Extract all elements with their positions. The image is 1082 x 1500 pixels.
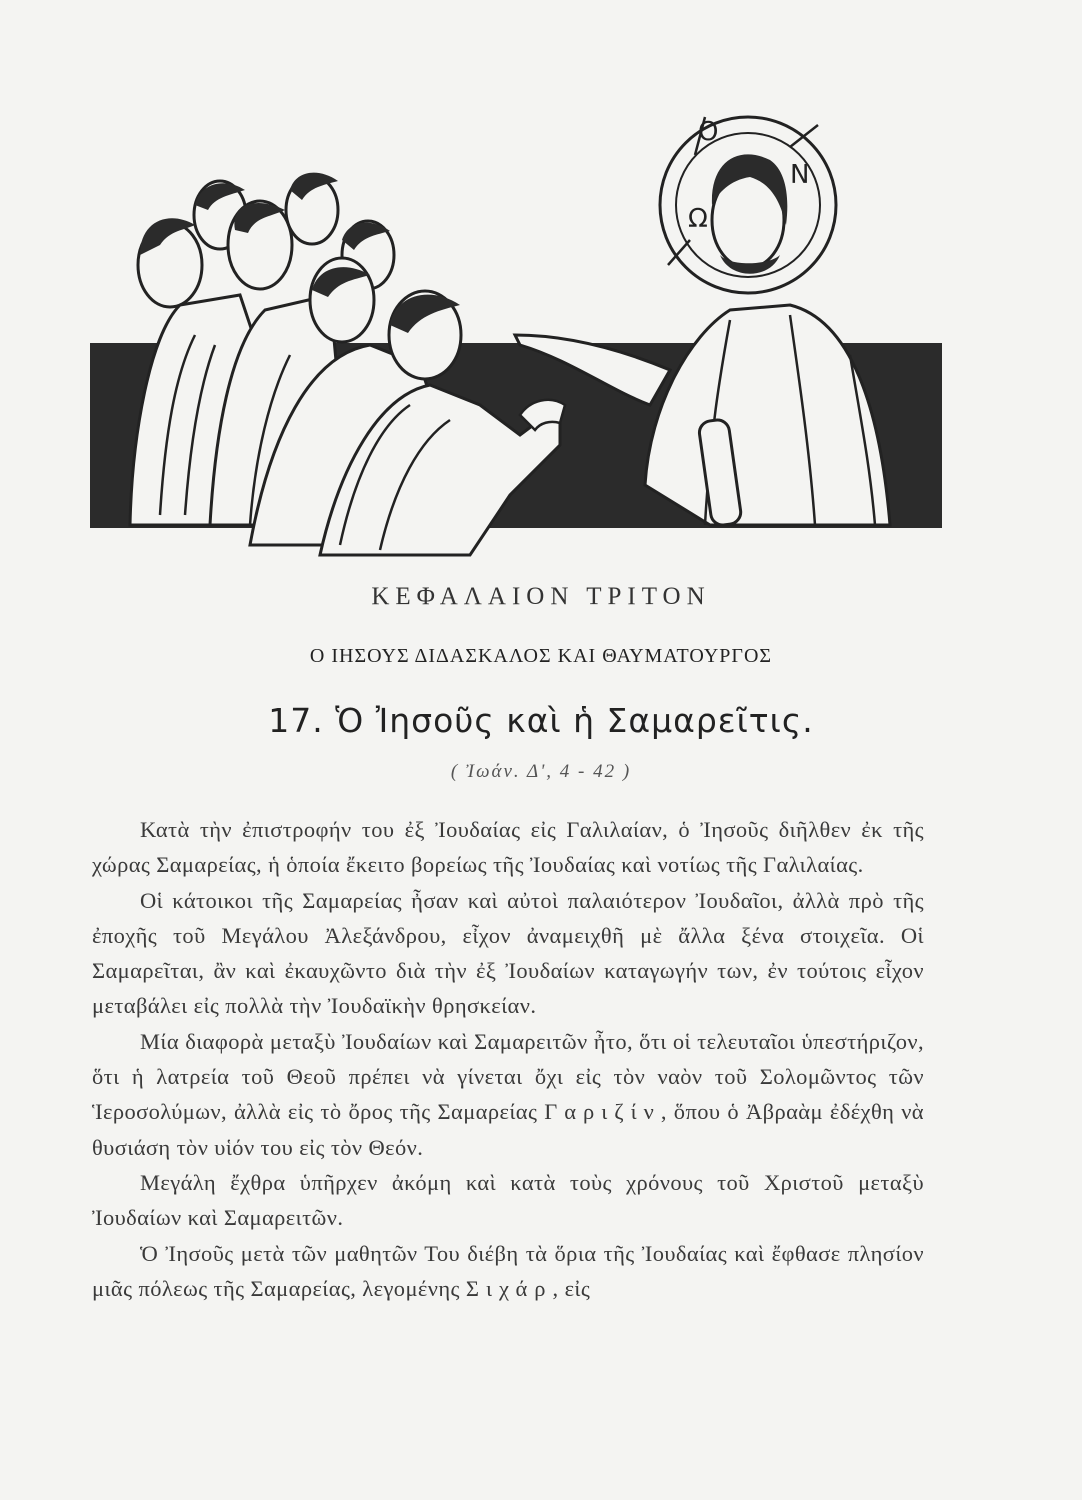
halo-letter-2: Ν <box>790 160 810 190</box>
artist-monogram: Φ <box>132 497 156 530</box>
paragraph-3 <box>92 1024 924 1165</box>
section-heading: Ο ΙΗΣΟΥΣ ΔΙΔΑΣΚΑΛΟΣ ΚΑΙ ΘΑΥΜΑΤΟΥΡΓΟΣ <box>309 645 773 667</box>
body-text <box>92 812 924 1306</box>
paragraph-4: Μεγάλη ἔχθρα ὑπῆρχεν ἀκόμη καὶ κατὰ τοὺς χρόνους τοῦ Χριστοῦ μεταξὺ Ἰουδαίων καὶ Σαμαρειτῶν. <box>92 1169 924 1231</box>
lesson-title: 17. Ὁ Ἰησοῦς καὶ ἡ Σαμαρεῖτις. <box>268 701 814 740</box>
paragraph-5-text-after: , εἰς <box>552 1275 591 1301</box>
chapter-heading: ΚΕΦΑΛΑΙΟΝ ΤΡΙΤΟΝ <box>371 583 711 610</box>
place-name-sichar: Σιχάρ <box>465 1275 553 1301</box>
christ-robe <box>645 305 890 525</box>
paragraph-5-text-before: Ὁ Ἰησοῦς μετὰ τῶν μαθητῶν Του διέβη τὰ ὅρια τῆς Ἰουδαίας καὶ ἔφθασε πλησίον μιᾶς πόλεως τῆς Σαμαρείας, λεγομένης <box>92 1240 924 1301</box>
paragraph-3-text-before: Μία διαφορὰ μεταξὺ Ἰουδαίων καὶ Σαμαρειτῶν ἦτο, ὅτι οἱ τελευταῖοι ὑπεστήριζον, ὅτι ἡ λατρεία τοῦ Θεοῦ πρέπει νὰ γίνεται ὄχι εἰς τὸν ναὸν τοῦ Σολομῶντος τῶν Ἱεροσολύμων, ἀλλὰ εἰς τὸ ὄρος τῆς Σαμαρείας <box>92 1028 924 1125</box>
halo-letter-1: Ο <box>698 117 719 147</box>
paragraph-1: Κατὰ τὴν ἐπιστροφήν του ἐξ Ἰουδαίας εἰς Γαλιλαίαν, ὁ Ἰησοῦς διῆλθεν ἐκ τῆς χώρας Σαμαρείας, ἡ ὁποία ἔκειτο βορείως τῆς Ἰουδαίας καὶ νοτίως τῆς Γαλιλαίας. <box>92 817 924 878</box>
place-name-garizin: Γαριζίν <box>544 1099 661 1125</box>
scripture-reference: ( Ἰωάν. Δ', 4 - 42 ) <box>450 761 632 782</box>
paragraph-2: Οἱ κάτοικοι τῆς Σαμαρείας ἦσαν καὶ αὐτοὶ παλαιότερον Ἰουδαῖοι, ἀλλὰ πρὸ τῆς ἐποχῆς τοῦ Μεγάλου Ἀλεξάνδρου, εἶχον ἀναμειχθῆ μὲ ἄλλα ξένα στοιχεῖα. Οἱ Σαμαρεῖται, ἂν καὶ ἐκαυχῶντο διὰ τὴν ἐξ Ἰουδαίων καταγωγήν των, ἐν τούτοις εἶχον μεταβάλει εἰς πολλὰ τὴν Ἰουδαϊκὴν θρησκείαν. <box>92 887 924 1019</box>
paragraph-3-text-after: , ὅπου ὁ Ἀβραὰμ ἐδέχθη νὰ θυσιάση τὸν υἱόν του εἰς τὸν Θεόν. <box>92 1099 924 1160</box>
halo-letter-3: Ω <box>688 204 708 234</box>
icon-illustration <box>90 105 942 560</box>
paragraph-5 <box>92 1236 924 1307</box>
